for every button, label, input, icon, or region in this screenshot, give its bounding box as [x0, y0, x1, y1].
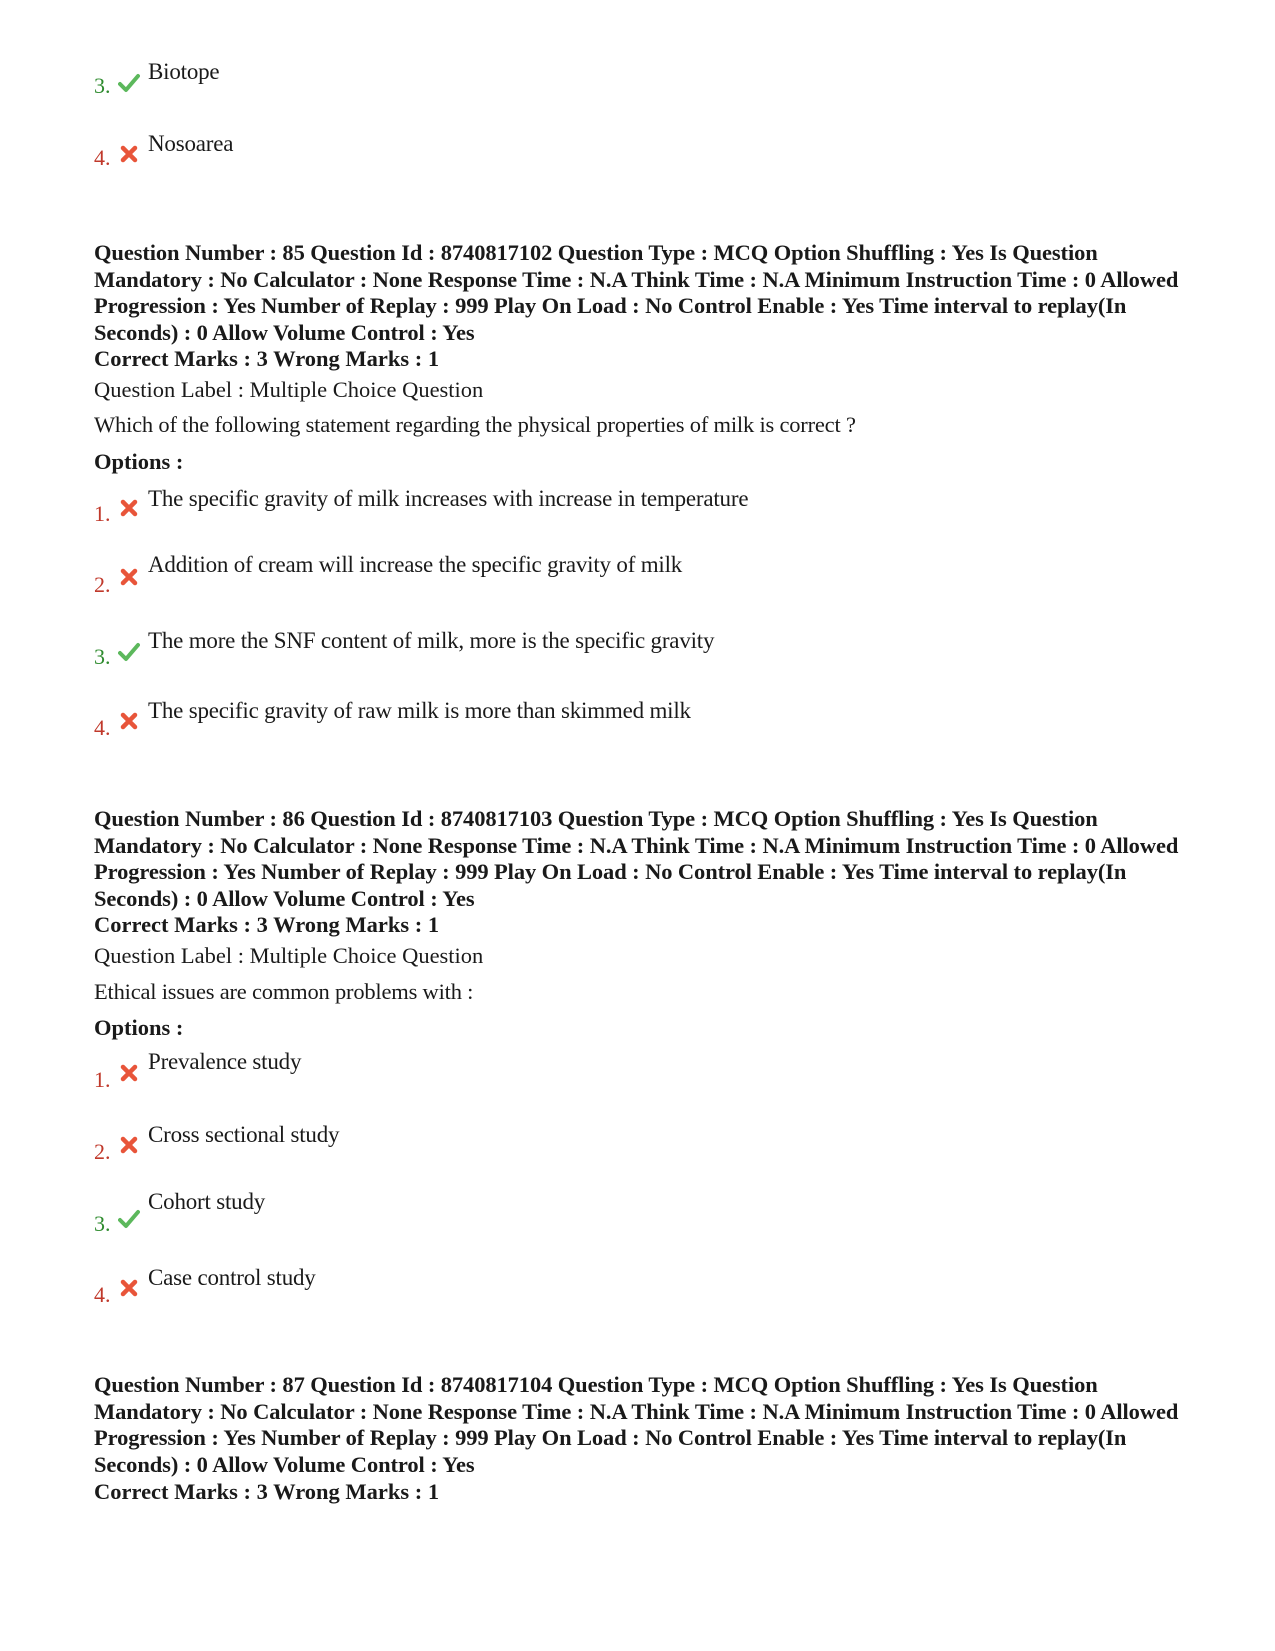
option-number: 4.	[94, 145, 111, 170]
cross-icon	[118, 497, 140, 519]
question-meta: Question Number : 87 Question Id : 8740817104 Question Type : MCQ Option Shuffling : Yes Is Question Mandatory : No Calculator : None Response Time : N.A Think Time : N.A Minimum Instruction Time : 0 Allowed Progression : Yes Number of Replay : 999 Play On Load : No Control Enable : Yes Time interval to replay(In Seconds) : 0 Allow Volume Control : Yes	[94, 1372, 1179, 1477]
question-label: Question Label : Multiple Choice Question	[94, 377, 484, 402]
option-text: The specific gravity of milk increases with increase in temperature	[148, 486, 749, 511]
checkmark-icon	[118, 641, 140, 663]
option-number: 2.	[94, 1139, 111, 1164]
cross-icon	[118, 566, 140, 588]
question-marks: Correct Marks : 3 Wrong Marks : 1	[94, 346, 440, 371]
option-text: Nosoarea	[148, 131, 234, 156]
option-number: 4.	[94, 715, 111, 740]
checkmark-icon	[118, 1208, 140, 1230]
option-text: The more the SNF content of milk, more is the specific gravity	[148, 628, 715, 653]
option-number: 3.	[94, 73, 111, 98]
option-number: 3.	[94, 1211, 111, 1236]
cross-icon	[118, 710, 140, 732]
option-number: 2.	[94, 572, 111, 597]
question-meta: Question Number : 85 Question Id : 8740817102 Question Type : MCQ Option Shuffling : Yes Is Question Mandatory : No Calculator : None Response Time : N.A Think Time : N.A Minimum Instruction Time : 0 Allowed Progression : Yes Number of Replay : 999 Play On Load : No Control Enable : Yes Time interval to replay(In Seconds) : 0 Allow Volume Control : Yes	[94, 240, 1179, 345]
option-text: Case control study	[148, 1265, 316, 1290]
option-number: 3.	[94, 644, 111, 669]
cross-icon	[118, 1062, 140, 1084]
question-marks: Correct Marks : 3 Wrong Marks : 1	[94, 1479, 440, 1504]
cross-icon	[118, 143, 140, 165]
question-label: Question Label : Multiple Choice Question	[94, 943, 484, 968]
question-meta: Question Number : 86 Question Id : 8740817103 Question Type : MCQ Option Shuffling : Yes Is Question Mandatory : No Calculator : None Response Time : N.A Think Time : N.A Minimum Instruction Time : 0 Allowed Progression : Yes Number of Replay : 999 Play On Load : No Control Enable : Yes Time interval to replay(In Seconds) : 0 Allow Volume Control : Yes	[94, 806, 1179, 911]
option-text: Addition of cream will increase the specific gravity of milk	[148, 552, 683, 577]
cross-icon	[118, 1277, 140, 1299]
option-text: Biotope	[148, 59, 220, 84]
question-text: Which of the following statement regarding the physical properties of milk is correct ?	[94, 412, 856, 437]
cross-icon	[118, 1134, 140, 1156]
question-text: Ethical issues are common problems with :	[94, 979, 474, 1004]
option-number: 1.	[94, 501, 111, 526]
option-text: Cohort study	[148, 1189, 266, 1214]
options-heading: Options :	[94, 1015, 184, 1040]
checkmark-icon	[118, 72, 140, 94]
option-number: 1.	[94, 1067, 111, 1092]
question-marks: Correct Marks : 3 Wrong Marks : 1	[94, 912, 440, 937]
option-text: Cross sectional study	[148, 1122, 340, 1147]
option-text: Prevalence study	[148, 1049, 302, 1074]
options-heading: Options :	[94, 449, 184, 474]
option-text: The specific gravity of raw milk is more than skimmed milk	[148, 698, 691, 723]
option-number: 4.	[94, 1282, 111, 1307]
